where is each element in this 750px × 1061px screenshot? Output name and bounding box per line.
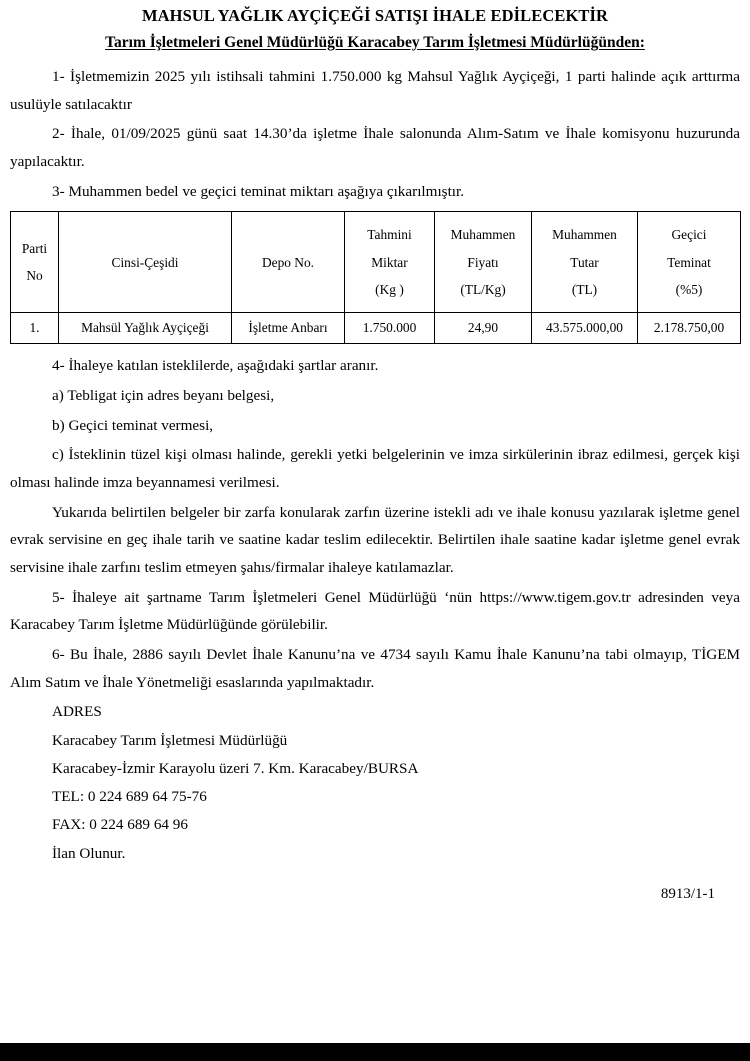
header-line: Fiyatı: [467, 254, 499, 270]
cell-muhammen-tutar: 43.575.000,00: [532, 313, 638, 344]
header-line: Muhammen: [552, 227, 617, 243]
paragraph-item-2: 2- İhale, 01/09/2025 günü saat 14.30’da işletme İhale salonunda Alım-Satım ve İhale komisyonu huzurunda yapılacaktır.: [10, 125, 740, 171]
header-line: Miktar: [371, 254, 408, 270]
column-header-cinsi-cesidi: [59, 212, 232, 313]
address-closing-statement: İlan Olunur.: [52, 844, 126, 862]
document-subtitle-text: Tarım İşletmeleri Genel Müdürlüğü Karacabey Tarım İşletmesi Müdürlüğünden:: [105, 33, 645, 51]
paragraph-item-4b: b) Geçici teminat vermesi,: [52, 416, 214, 434]
paragraph-item-4c: c) İsteklinin tüzel kişi olması halinde, gerekli yetki belgelerinin ve imza sirkülerinin ibraz edilmesi, gerçek kişi olması halinde imza beyannamesi verilmesi.: [10, 446, 740, 492]
column-header-parti-no: [11, 212, 59, 313]
paragraph-item-5: 5- İhaleye ait şartname Tarım İşletmeleri Genel Müdürlüğü ‘nün https://www.tigem.gov.tr adresinden veya Karacabey Tarım İşletme Müdürlüğünde görülebilir.: [10, 588, 740, 634]
page-bottom-bar: [0, 1043, 750, 1061]
column-header-tahmini-miktar: [345, 212, 435, 313]
paragraph-item-6: 6- Bu İhale, 2886 sayılı Devlet İhale Kanunu’na ve 4734 sayılı Kamu İhale Kanunu’na tabi olmayıp, TİGEM Alım Satım ve İhale Yönetmeliği esaslarında yapılmaktadır.: [10, 646, 740, 691]
header-line: No: [26, 268, 43, 284]
tender-table: [10, 211, 741, 344]
paragraph-envelope-instructions: Yukarıda belirtilen belgeler bir zarfa konularak zarfın üzerine istekli adı ve ihale konusu yazılarak işletme genel evrak servisine en geç ihale tarih ve saatine kadar teslim edilecektir. Belirtilen ihale saatine kadar işletme genel evrak servisine ihale zarfını teslim etmeyen şahıs/firmalar ihaleye katılamazlar.: [10, 503, 740, 577]
page-title: MAHSUL YAĞLIK AYÇİÇEĞİ SATIŞI İHALE EDİLECEKTİR: [141, 6, 609, 25]
cell-tahmini-miktar: 1.750.000: [345, 313, 435, 344]
table-row: [11, 313, 741, 344]
cell-muhammen-fiyati: 24,90: [435, 313, 532, 344]
header-line: Parti: [21, 240, 48, 256]
paragraph-item-4: 4- İhaleye katılan isteklilerde, aşağıdaki şartlar aranır.: [52, 357, 379, 375]
tender-table-body: [11, 313, 741, 344]
address-fax: FAX: 0 224 689 64 96: [52, 816, 188, 834]
header-line: Cinsi-Çeşidi: [111, 254, 179, 270]
address-heading: ADRES: [52, 703, 102, 721]
reference-number: 8913/1-1: [660, 885, 715, 902]
header-line: (Kg ): [375, 282, 404, 298]
column-header-depo-no: [232, 212, 345, 313]
paragraph-item-3: 3- Muhammen bedel ve geçici teminat miktarı aşağıya çıkarılmıştır.: [52, 182, 465, 200]
document-subtitle: [10, 31, 740, 54]
paragraph-item-4a: a) Tebligat için adres beyanı belgesi,: [52, 387, 275, 405]
column-header-muhammen-fiyati: [435, 212, 532, 313]
header-line: Muhammen: [450, 227, 516, 243]
table-header-row: [11, 212, 741, 313]
header-line: (TL): [571, 282, 598, 298]
header-line: Teminat: [667, 254, 711, 270]
column-header-muhammen-tutar: [532, 212, 638, 313]
address-block: [10, 698, 740, 868]
column-header-gecici-teminat: [638, 212, 741, 313]
paragraph-item-1: 1- İşletmemizin 2025 yılı istihsali tahmini 1.750.000 kg Mahsul Yağlık Ayçiçeği, 1 parti halinde açık arttırma usulüyle satılacaktır: [10, 68, 740, 113]
header-line: Depo No.: [261, 254, 315, 270]
address-telephone: TEL: 0 224 689 64 75-76: [52, 788, 207, 806]
header-line: Tahmini: [367, 227, 412, 243]
header-line: (%5): [675, 282, 703, 298]
tender-table-head: [11, 212, 741, 313]
header-line: Tutar: [570, 254, 599, 270]
header-line: Geçici: [671, 227, 707, 243]
address-street: Karacabey-İzmir Karayolu üzeri 7. Km. Karacabey/BURSA: [52, 759, 419, 777]
address-organisation: Karacabey Tarım İşletmesi Müdürlüğü: [52, 731, 288, 749]
tender-table-wrapper: [10, 211, 740, 344]
cell-parti-no: 1.: [11, 313, 59, 344]
cell-cinsi-cesidi: Mahsül Yağlık Ayçiçeği: [59, 313, 232, 344]
cell-gecici-teminat: 2.178.750,00: [638, 313, 741, 344]
cell-depo-no: İşletme Anbarı: [232, 313, 345, 344]
header-line: (TL/Kg): [460, 282, 506, 298]
